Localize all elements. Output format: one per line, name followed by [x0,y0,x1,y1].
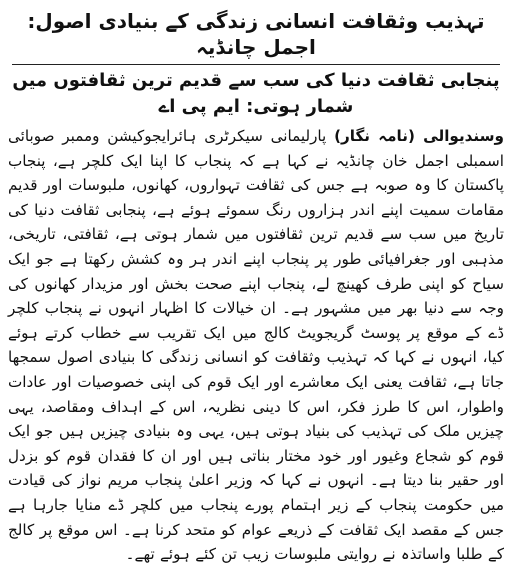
article-body [8,124,504,567]
article-body-text: پارلیمانی سیکرٹری ہائرایجوکیشن وممبر صوبائی اسمبلی اجمل خان چانڈیہ نے کہا ہے کہ پنجاب کا اپنا ایک کلچر ہے، پنجاب پاکستان کا وہ صوبہ ہے جس کی ثقافت تہواروں، کھانوں، ملبوسات اور قدیم مقامات سمیت اپنے اندر ہزاروں رنگ سموئے ہوئے ہے، پنجابی ثقافت دنیا کی تاریخ میں سب سے قدیم ترین ثقافتوں میں شمار ہوتی ہے، ثقافتی، تاریخی، مذہبی اور جغرافیائی طور پر پنجاب اپنے اندر ہر وہ کشش رکھتا ہے جو ایک سیاح کو اپنی طرف کھینچ لے، پنجاب اپنے صحت بخش اور مزیدار کھانوں کی وجہ سے دنیا بھر میں مشہور ہے۔ ان خیالات کا اظہار انہوں نے پنجاب کلچر ڈے کے موقع پر پوسٹ گریجویٹ کالج میں ایک تقریب سے خطاب کرتے ہوئے کیا، انہوں نے کہا کہ تہذیب وثقافت کو انسانی زندگی کا بنیادی اصول سمجھا جاتا ہے، ثقافت یعنی ایک معاشرے اور ایک قوم کی اپنی خصوصیات اور عادات واطوار، اس کا طرز فکر، اس کا دینی نظریہ، اس کے اہداف ومقاصد، یہی چیزیں ملک کی تہذیب کی بنیاد ہوتی ہیں، یہی وہ بنیادی چیزیں ہیں جو ایک قوم کو شجاع وغیور اور خود مختار بناتی ہیں اور ان کا فقدان قوم کو بزدل اور حقیر بنا دیتا ہے۔ انہوں نے کہا کہ وزیر اعلیٰ پنجاب مریم نواز کی قیادت میں حکومت پنجاب کے زیر اہتمام پورے پنجاب میں کلچر ڈے منایا جارہا ہے جس کے مقصد ایک ثقافت کے ذریعے عوام کو متحد کرنا ہے۔ اس موقع پر کالج کے طلبا واساتذہ نے روایتی ملبوسات زیب تن کئے ہوئے تھے۔ [8,127,504,564]
headline: تہذیب وثقافت انسانی زندگی کے بنیادی اصول: اجمل چانڈیہ [27,9,485,59]
subheadline: پنجابی ثقافت دنیا کی سب سے قدیم ترین ثقافتوں میں شمار ہوتی: ایم پی اے [12,70,500,117]
dateline: وسندیوالی (نامہ نگار) [334,127,504,145]
headline-divider [12,64,500,65]
